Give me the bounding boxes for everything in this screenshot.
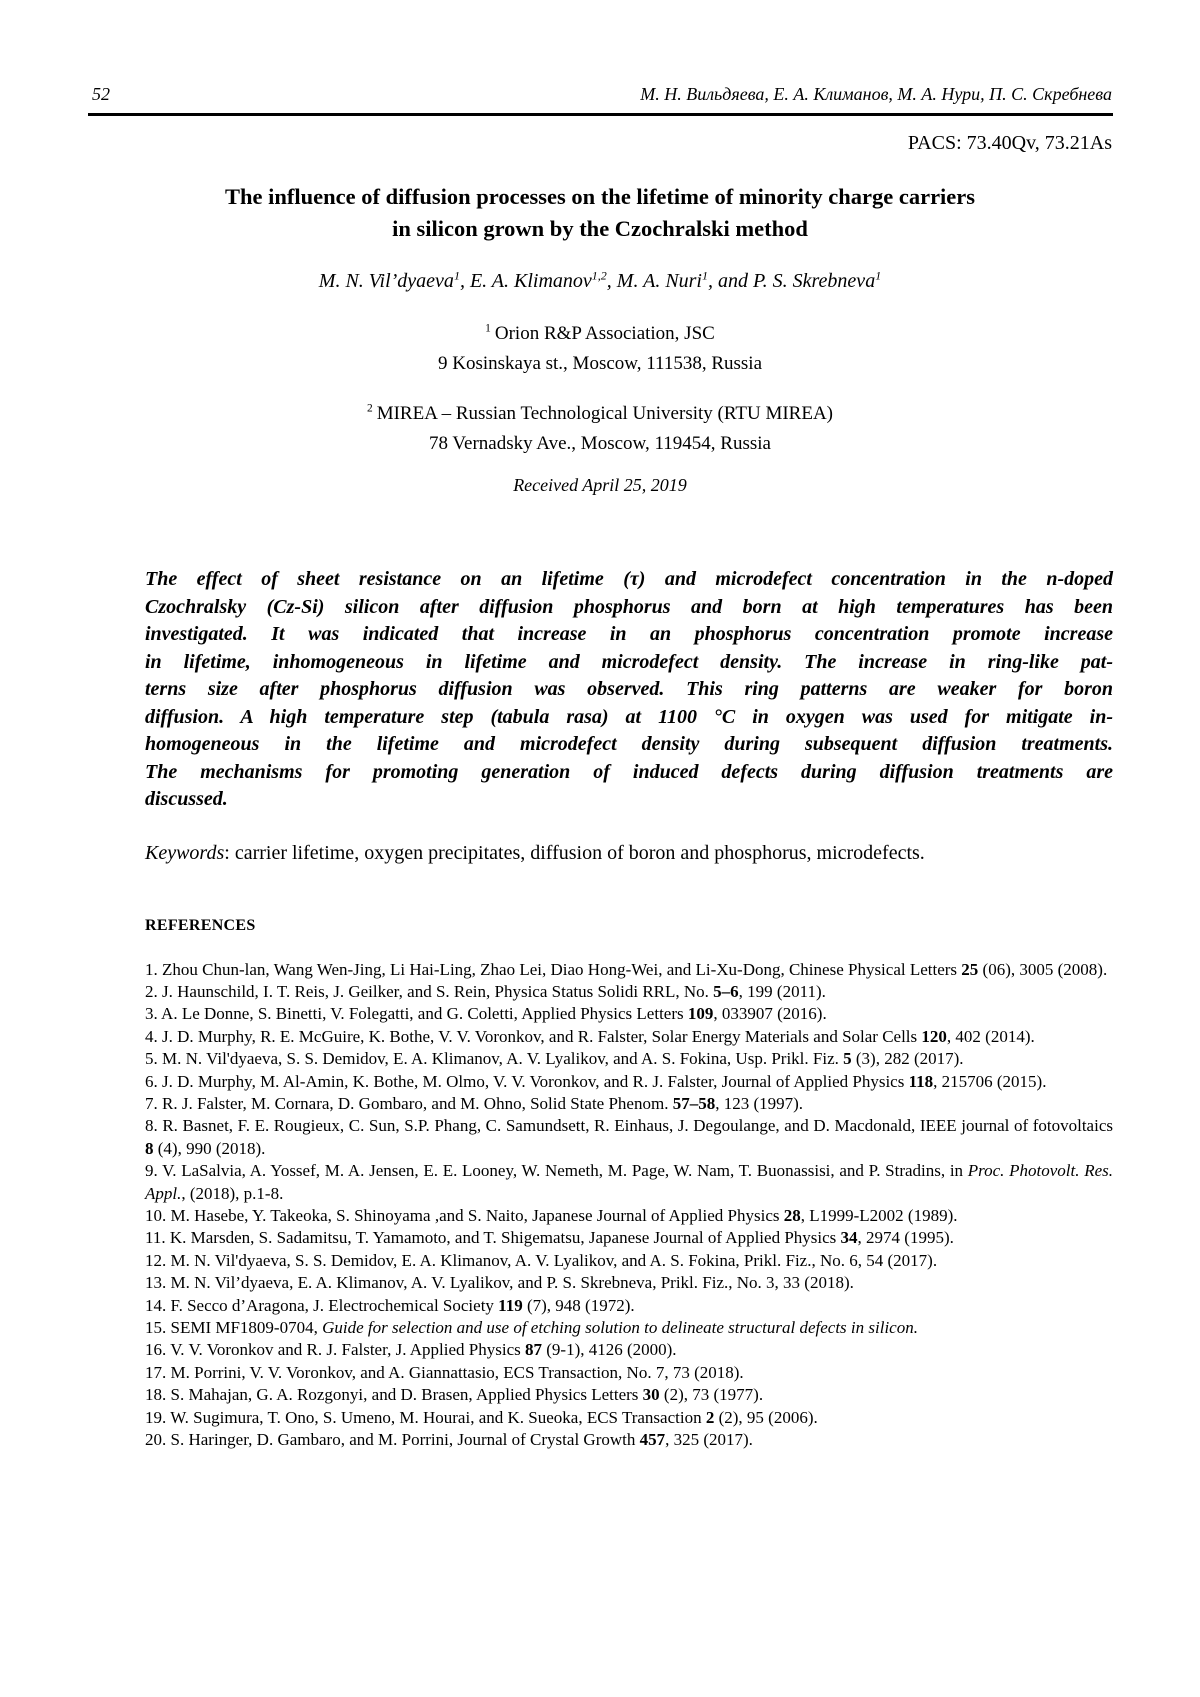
- reference-item: 8. R. Basnet, F. E. Rougieux, C. Sun, S.P. Phang, C. Samundsett, R. Einhaus, J. Degoulange, and D. Macdonald, IEEE journal of fotovoltaics 8 (4), 990 (2018).: [145, 1116, 1113, 1158]
- reference-item: 17. M. Porrini, V. V. Voronkov, and A. Giannattasio, ECS Transaction, No. 7, 73 (2018).: [145, 1362, 744, 1382]
- references-heading: REFERENCES: [145, 916, 256, 934]
- header-rule: [88, 113, 1113, 116]
- authors-line: M. N. Vil’dyaeva$^1$, E. A. Klimanov$^{1,2}$, M. A. Nuri$^1$, and P. S. Skrebneva$^1$: [318, 268, 882, 292]
- article-title: [100, 181, 1100, 245]
- abstract-line: The effect of sheet resistance on an lifetime (τ) and microdefect concentration in the n-doped: [145, 568, 1113, 590]
- reference-item: 12. M. N. Vil'dyaeva, S. S. Demidov, E. A. Klimanov, A. V. Lyalikov, and A. S. Fokina, Prikl. Fiz., No. 6, 54 (2017).: [145, 1250, 938, 1270]
- reference-item: 5. M. N. Vil'dyaeva, S. S. Demidov, E. A. Klimanov, A. V. Lyalikov, and A. S. Fokina, Usp. Prikl. Fiz. 5 (3), 282 (2017).: [145, 1049, 964, 1069]
- affiliation-1: [0, 319, 1200, 379]
- abstract-line: The mechanisms for promoting generation of induced defects during diffusion treatments are: [145, 760, 1113, 783]
- reference-item: 2. J. Haunschild, I. T. Reis, J. Geilker, and S. Rein, Physica Status Solidi RRL, No. 5–6, 199 (2011).: [145, 981, 826, 1001]
- affiliation-1-name-line: [0, 319, 1200, 349]
- received-date: Received April 25, 2019: [513, 475, 687, 495]
- affiliation-1-name: Orion R&P Association, JSC: [494, 323, 715, 344]
- reference-item: 3. A. Le Donne, S. Binetti, V. Folegatti, and G. Coletti, Applied Physics Letters 109, 033907 (2016).: [145, 1004, 827, 1024]
- affiliation-2-address: 78 Vernadsky Ave., Moscow, 119454, Russia: [429, 433, 771, 454]
- reference-item: 1. Zhou Chun-lan, Wang Wen-Jing, Li Hai-Ling, Zhao Lei, Diao Hong-Wei, and Li-Xu-Dong, Chinese Physical Letters 25 (06), 3005 (2008).: [145, 959, 1108, 979]
- abstract-line: investigated. It was indicated that increase in an phosphorus concentration promote increase: [145, 623, 1113, 645]
- reference-item: 6. J. D. Murphy, M. Al-Amin, K. Bothe, M. Olmo, V. V. Voronkov, and R. J. Falster, Journal of Applied Physics 118, 215706 (2015).: [145, 1071, 1047, 1091]
- reference-item: 7. R. J. Falster, M. Cornara, D. Gombaro, and M. Ohno, Solid State Phenom. 57–58, 123 (1997).: [145, 1093, 804, 1113]
- affiliation-2-name-line: [0, 399, 1200, 429]
- abstract: [145, 566, 1113, 814]
- keywords-line: Keywords: carrier lifetime, oxygen precipitates, diffusion of boron and phosphorus, microdefects.: [145, 841, 925, 864]
- reference-item: 11. K. Marsden, S. Sadamitsu, T. Yamamoto, and T. Shigematsu, Japanese Journal of Applied Physics 34, 2974 (1995).: [145, 1228, 954, 1248]
- reference-item: 9. V. LaSalvia, A. Yossef, M. A. Jensen, E. E. Looney, W. Nemeth, M. Page, W. Nam, T. Buonassisi, and P. Stradins, in Proc. Photovolt. Res. Appl., (2018), p.1-8.: [145, 1161, 1113, 1203]
- page-header: [0, 0, 1200, 105]
- pacs-line: PACS: 73.40Qv, 73.21As: [907, 132, 1112, 154]
- reference-item: 4. J. D. Murphy, R. E. McGuire, K. Bothe, V. V. Voronkov, and R. Falster, Solar Energy Materials and Solar Cells 120, 402 (2014).: [145, 1026, 1035, 1046]
- article-title-line-2: in silicon grown by the Czochralski method: [392, 216, 808, 241]
- affiliation-1-marker: 1: [485, 322, 491, 335]
- page-number: 52: [92, 84, 110, 104]
- abstract-line: in lifetime, inhomogeneous in lifetime and microdefect density. The increase in ring-like pat-: [145, 650, 1113, 673]
- reference-item: 19. W. Sugimura, T. Ono, S. Umeno, M. Hourai, and K. Sueoka, ECS Transaction 2 (2), 95 (2006).: [145, 1407, 818, 1427]
- abstract-line: homogeneous in the lifetime and microdefect density during subsequent diffusion treatments.: [145, 733, 1113, 755]
- affiliation-2: [0, 399, 1200, 459]
- reference-list: [145, 959, 1113, 1452]
- reference-item: 20. S. Haringer, D. Gambaro, and M. Porrini, Journal of Crystal Growth 457, 325 (2017).: [145, 1430, 753, 1450]
- affiliation-2-marker: 2: [367, 402, 373, 415]
- article-title-line-1: The influence of diffusion processes on the lifetime of minority charge carriers: [224, 184, 976, 209]
- abstract-line: terns size after phosphorus diffusion was observed. This ring patterns are weaker for boron: [145, 678, 1113, 700]
- reference-item: 14. F. Secco d’Aragona, J. Electrochemical Society 119 (7), 948 (1972).: [145, 1295, 635, 1315]
- affiliation-1-address: 9 Kosinskaya st., Moscow, 111538, Russia: [437, 353, 763, 374]
- affiliation-2-name: MIREA – Russian Technological University (RTU MIREA): [376, 403, 833, 424]
- abstract-line: diffusion. A high temperature step (tabula rasa) at 1100 °C in oxygen was used for mitigate in-: [145, 705, 1113, 728]
- reference-item: 15. SEMI MF1809-0704, Guide for selection and use of etching solution to delineate structural defects in silicon.: [145, 1318, 918, 1337]
- abstract-line: Czochralsky (Cz-Si) silicon after diffusion phosphorus and born at high temperatures has been: [145, 595, 1113, 618]
- reference-item: 18. S. Mahajan, G. A. Rozgonyi, and D. Brasen, Applied Physics Letters 30 (2), 73 (1977).: [145, 1385, 764, 1405]
- reference-item: 13. M. N. Vil’dyaeva, E. A. Klimanov, A. V. Lyalikov, and P. S. Skrebneva, Prikl. Fiz., No. 3, 33 (2018).: [145, 1273, 854, 1293]
- reference-item: 16. V. V. Voronkov and R. J. Falster, J. Applied Physics 87 (9-1), 4126 (2000).: [145, 1340, 677, 1360]
- running-head: М. Н. Вильдяева, Е. А. Климанов, М. А. Нури, П. С. Скребнева: [640, 84, 1112, 104]
- abstract-line: discussed.: [145, 788, 228, 810]
- reference-item: 10. M. Hasebe, Y. Takeoka, S. Shinoyama ,and S. Naito, Japanese Journal of Applied Physics 28, L1999-L2002 (1989).: [145, 1205, 958, 1225]
